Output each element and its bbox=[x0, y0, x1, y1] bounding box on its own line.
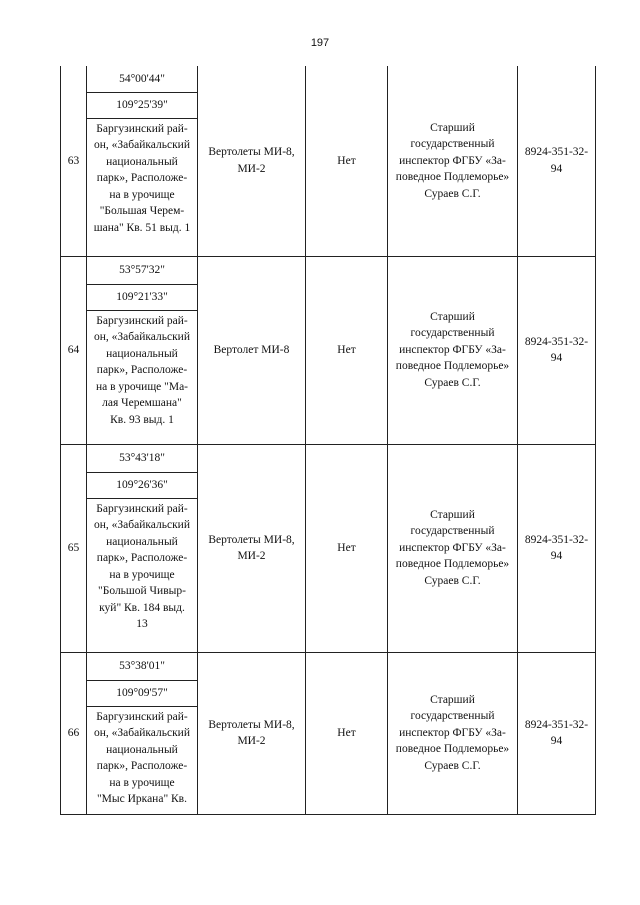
contact-phone: 8924-351-32- 94 bbox=[518, 652, 596, 814]
latitude: 53°43'18" bbox=[87, 444, 198, 472]
availability: Нет bbox=[306, 66, 388, 256]
availability: Нет bbox=[306, 652, 388, 814]
helipad-table bbox=[60, 66, 596, 815]
aircraft-type: Вертолеты МИ-8, МИ-2 bbox=[198, 652, 306, 814]
table-row bbox=[61, 256, 596, 284]
row-number: 64 bbox=[61, 256, 87, 444]
contact-phone: 8924-351-32- 94 bbox=[518, 256, 596, 444]
row-number: 66 bbox=[61, 652, 87, 814]
longitude: 109°09'57" bbox=[87, 680, 198, 706]
location-description: Баргузинский рай- он, «Забайкальский национальный парк», Расположе- на в урочище "Ма- лая Черемшана" Кв. 93 выд. 1 bbox=[87, 310, 198, 444]
location-description: Баргузинский рай- он, «Забайкальский национальный парк», Расположе- на в урочище "Мыс Иркана" Кв. bbox=[87, 706, 198, 814]
table-row bbox=[61, 652, 596, 680]
longitude: 109°26'36" bbox=[87, 472, 198, 498]
responsible-person: Старший государственный инспектор ФГБУ «За- поведное Подлеморье» Сураев С.Г. bbox=[388, 256, 518, 444]
availability: Нет bbox=[306, 444, 388, 652]
aircraft-type: Вертолет МИ-8 bbox=[198, 256, 306, 444]
latitude: 54°00'44" bbox=[87, 66, 198, 92]
latitude: 53°38'01" bbox=[87, 652, 198, 680]
location-description: Баргузинский рай- он, «Забайкальский национальный парк», Расположе- на в урочище "Большая Черем- шана" Кв. 51 выд. 1 bbox=[87, 118, 198, 256]
table-row bbox=[61, 66, 596, 92]
row-number: 65 bbox=[61, 444, 87, 652]
responsible-person: Старший государственный инспектор ФГБУ «За- поведное Подлеморье» Сураев С.Г. bbox=[388, 652, 518, 814]
table-row bbox=[61, 444, 596, 472]
contact-phone: 8924-351-32- 94 bbox=[518, 66, 596, 256]
responsible-person: Старший государственный инспектор ФГБУ «За- поведное Подлеморье» Сураев С.Г. bbox=[388, 66, 518, 256]
aircraft-type: Вертолеты МИ-8, МИ-2 bbox=[198, 66, 306, 256]
row-number: 63 bbox=[61, 66, 87, 256]
page-number: 197 bbox=[310, 37, 330, 49]
availability: Нет bbox=[306, 256, 388, 444]
aircraft-type: Вертолеты МИ-8, МИ-2 bbox=[198, 444, 306, 652]
latitude: 53°57'32" bbox=[87, 256, 198, 284]
contact-phone: 8924-351-32- 94 bbox=[518, 444, 596, 652]
longitude: 109°21'33" bbox=[87, 284, 198, 310]
location-description: Баргузинский рай- он, «Забайкальский национальный парк», Расположе- на в урочище "Большой Чивыр- куй" Кв. 184 выд. 13 bbox=[87, 498, 198, 652]
longitude: 109°25'39" bbox=[87, 92, 198, 118]
responsible-person: Старший государственный инспектор ФГБУ «За- поведное Подлеморье» Сураев С.Г. bbox=[388, 444, 518, 652]
